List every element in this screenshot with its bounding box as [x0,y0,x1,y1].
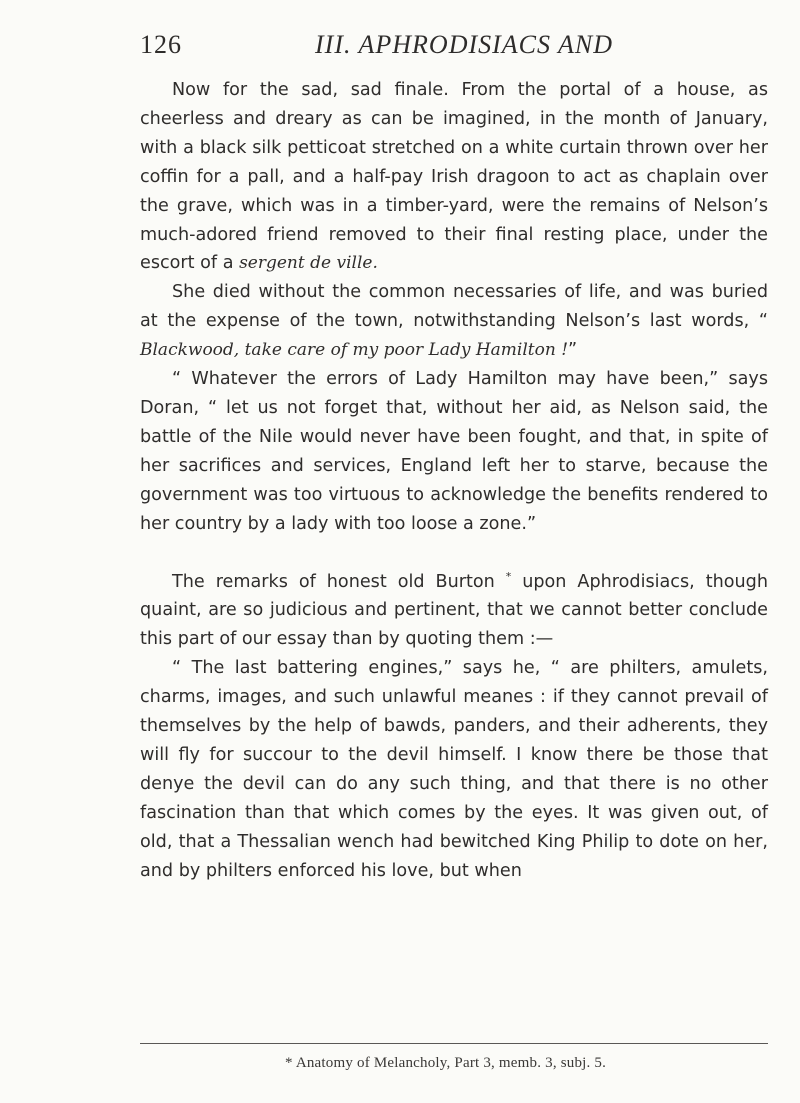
body-text [140,76,768,885]
paragraph-finale-text: Now for the sad, sad finale. From the portal of a house, as cheerless and dreary as can be imagined, in the month of January, with a black silk petticoat stretched on a white curtain thrown over her coffin for a pall, and a half-pay Irish dragoon to act as chaplain over the grave, which was in a timber-yard, were the remains of Nelson’s much-adored friend removed to their final resting place, under the escort of a [140,80,768,274]
page-header [140,30,700,64]
page-number: 126 [140,30,182,59]
italic-nelson-last-words: Blackwood, take care of my poor Lady Hamilton ! [140,340,569,361]
footnote: * Anatomy of Melancholy, Part 3, memb. 3, subj. 5. [285,1055,607,1071]
footnote-divider [140,1043,768,1044]
paragraph-death [140,278,768,365]
paragraph-burton-quote: “ The last battering engines,” says he, “ are philters, amulets, charms, images, and such unlawful meanes : if they cannot prevail of themselves by the help of bawds, panders, and their adherents, they will fly for succour to the devil himself. I know there be those that denye the devil can do any such thing, and that there is no other fascination than that which comes by the eyes. It was given out, of old, that a Thessalian wench had bewitched King Philip to dote on her, and by philters enforced his love, but when [140,658,768,881]
footnote-reference: * [505,569,512,583]
paragraph-doran-quote: “ Whatever the errors of Lady Hamilton may have been,” says Doran, “ let us not forget that, without her aid, as Nelson said, the battle of the Nile would never have been fought, and that, in spite of her sacrifices and services, England left her to starve, because the government was too virtuous to acknowledge the benefits rendered to her country by a lady with too loose a zone.” [140,369,768,534]
running-head: III. APHRODISIACS AND [315,30,614,59]
closing-quote: ” [568,340,578,361]
italic-sergent-de-ville: sergent de ville. [239,253,378,274]
paragraph-burton [140,568,768,655]
paragraph-burton-text: The remarks of honest old Burton [172,571,506,592]
paragraph-death-text: She died without the common necessaries of life, and was buried at the expense of the town, notwithstanding Nelson’s last words, “ [140,282,768,332]
paragraph-burton-rest: upon Aphrodisiacs, though quaint, are so judicious and pertinent, that we cannot better conclude this part of our essay than by quoting them :— [140,571,768,650]
paragraph-finale [140,76,768,278]
